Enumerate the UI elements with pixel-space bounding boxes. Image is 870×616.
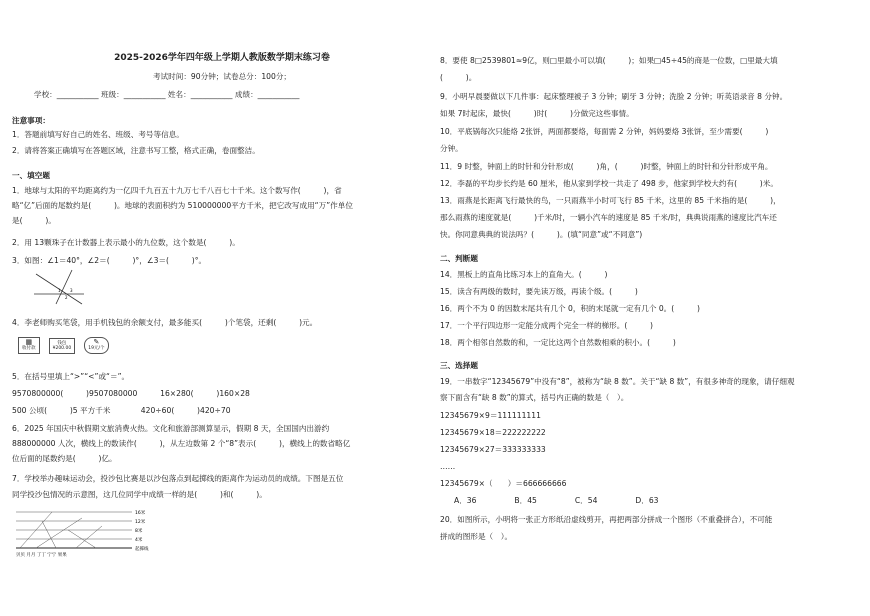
question-1-line-3: 是( )。 (12, 216, 56, 225)
question-18: 18．两个相邻自然数的和，一定比这两个自然数相乘的积小。( ) (440, 338, 676, 347)
question-17: 17．一个平行四边形一定能分成两个完全一样的梯形。( ) (440, 321, 654, 330)
svg-text:贝贝 月月 丁丁 宁宁 果果: 贝贝 月月 丁丁 宁宁 果果 (16, 553, 67, 558)
question-14: 14．黑板上的直角比练习本上的直角大。( ) (440, 270, 608, 279)
price-tag: ✎ 19元/个 (84, 337, 108, 354)
distance-label: 4米 (135, 538, 143, 543)
bean-bag-throw-figure (12, 506, 172, 558)
question-12: 12．李磊的平均步长约是 60 厘米，他从家到学校一共走了 498 步，他家到学校大约有( )米。 (440, 179, 778, 188)
question-9-line-2: 如果 7时起床，最快( )时( )分做完这些事情。 (440, 109, 634, 118)
question-16: 16．两个不为 0 的因数末尾共有几个 0，积的末尾就一定有几个 0。( ) (440, 304, 700, 313)
question-6-line-1: 6．2025 年国庆中秋假期文旅消费火热。文化和旅游部测算显示，假期 8 天，全国国内出游约 (12, 424, 330, 433)
question-10-line-2: 分钟。 (440, 144, 463, 153)
question-19-line-1: 19．一串数字“12345679”中没有“8”，被称为“缺 8 数”。关于“缺 8 数”，有很多神奇的现象，请仔细观 (440, 377, 795, 386)
question-13-line-2: 那么雨燕的速度就是( )千米/时，一辆小汽车的速度是 85 千米/时，典典说雨燕的速度比汽车还 (440, 213, 777, 222)
question-7-line-2: 同学投沙包情况的示意图，这几位同学中成绩一样的是( )和( )。 (12, 490, 267, 499)
wallet-balance: 钱包 ¥200.00 (49, 338, 76, 354)
question-19-equation-1: 12345679×9＝111111111 (440, 411, 541, 420)
question-15: 15．读含有两级的数时，要先读万级，再读个级。( ) (440, 287, 638, 296)
distance-label: 起掷线 (135, 547, 149, 552)
question-1-line-2: 略“亿”后面的尾数约是( )。地球的表面积约为 510000000平方千米，把它改写成用“万”作单位 (12, 201, 353, 210)
exam-title: 2025-2026学年四年级上学期人教版数学期末练习卷 (114, 53, 330, 63)
question-13-line-3: 快。你同意典典的说法吗？( )。(填“同意”或“不同意”) (440, 230, 643, 239)
section-multiple-choice: 三、选择题 (440, 361, 478, 370)
question-1-line-1: 1．地球与太阳的平均距离约为一亿四千九百五十九万七千八百七十千米。这个数写作( )，省 (12, 186, 342, 195)
note-1: 1．答题前填写好自己的姓名、班级、考号等信息。 (12, 130, 184, 139)
question-19-line-2: 察下面含有“缺 8 数”的算式，括号内正确的数是（ ）。 (440, 393, 629, 402)
question-19-equation-3: 12345679×27＝333333333 (440, 445, 546, 454)
section-fill-blank: 一、填空题 (12, 171, 50, 180)
notes-heading: 注意事项： (12, 116, 50, 125)
note-2: 2．请将答案正确填写在答题区域，注意书写工整，格式正确，卷面整洁。 (12, 146, 260, 155)
distance-label: 12米 (135, 520, 146, 525)
svg-text:3: 3 (70, 288, 73, 293)
angle-figure (34, 268, 86, 306)
question-19-equation-2: 12345679×18＝222222222 (440, 428, 546, 437)
question-3: 3．如图：∠1＝40°，∠2＝( )°，∠3＝( )°。 (12, 256, 207, 265)
svg-text:1: 1 (58, 288, 61, 293)
question-13-line-1: 13．雨燕是长距离飞行最快的鸟，一只雨燕半小时可飞行 85 千米，这里的 85 千米指的是( )， (440, 196, 781, 205)
question-11: 11．9 时整，钟面上的时针和分针形成( )角，( )时整，钟面上的时针和分针形成平角。 (440, 162, 773, 171)
distance-label: 16米 (135, 511, 146, 516)
question-9-line-1: 9．小明早晨要做以下几件事：起床整理被子 3 分钟；刷牙 3 分钟；洗脸 2 分钟；听英语录音 8 分钟。 (440, 92, 788, 101)
section-true-false: 二、判断题 (440, 254, 478, 263)
question-10-line-1: 10．平底锅每次只能烙 2张饼，两面都要烙，每面需 2 分钟，妈妈要烙 3张饼，至少需要( ) (440, 127, 769, 136)
question-5: 5．在括号里填上“>”“<”或“＝”。 (12, 372, 130, 381)
question-7-line-1: 7．学校举办趣味运动会，投沙包比赛是以沙包落点到起掷线的距离作为运动员的成绩。下图是五位 (12, 474, 344, 483)
wallet-figure (18, 334, 113, 354)
question-19-options: A．36 B．45 C．54 D．63 (454, 496, 659, 505)
question-8-line-1: 8．要使 8□2539801≈9亿，则□里最小可以填( )；如果□45÷45的商是一位数，□里最大填 (440, 56, 778, 65)
exam-subtitle: 考试时间：90分钟；试卷总分：100分； (152, 72, 292, 81)
question-19-equation-5: 12345679×（ ）＝666666666 (440, 479, 567, 488)
question-8-line-2: ( )。 (440, 73, 477, 82)
student-info-line: 学校：___________ 班级：___________ 姓名：___________ 成绩：___________ (34, 90, 300, 99)
question-4: 4．李老师购买笔袋，用手机钱包的余额支付，最多能买( )个笔袋，还剩( )元。 (12, 318, 318, 327)
payment-button: ▦ 收付款 (18, 337, 40, 354)
question-5-row-2: 500 公顷( )5 平方千米 420÷60( )420÷70 (12, 406, 231, 415)
question-6-line-3: 位后面的尾数约是( )亿。 (12, 454, 117, 463)
question-20-line-2: 拼成的图形是（ ）。 (440, 532, 513, 541)
question-6-line-2: 888000000 人次，横线上的数读作( )，从左边数第 2 个“8”表示( )，横线上的数省略亿 (12, 439, 351, 448)
distance-label: 8米 (135, 529, 143, 534)
question-5-row-1: 9570800000( )9507080000 16×280( )160×28 (12, 389, 250, 398)
question-19-ellipsis: …… (440, 462, 456, 471)
question-20-line-1: 20．如图所示，小明将一张正方形纸沿虚线剪开，再把两部分拼成一个图形（不重叠拼合），不可能 (440, 515, 773, 524)
question-2: 2．用 13颗珠子在计数器上表示最小的九位数，这个数是( )。 (12, 238, 240, 247)
svg-text:2: 2 (65, 295, 68, 300)
